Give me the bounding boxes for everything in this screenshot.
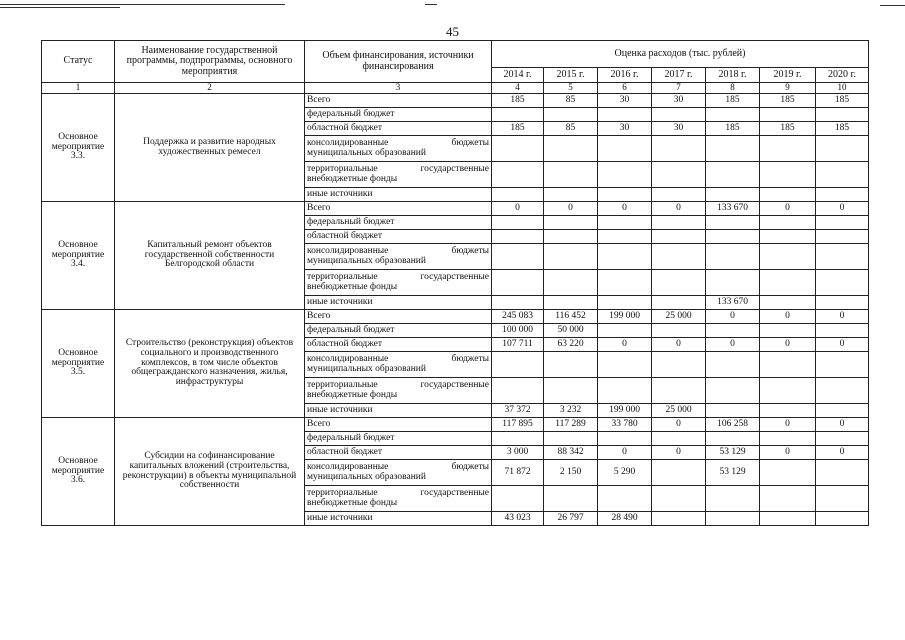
header-year: 2014 г. [492, 68, 544, 83]
header-estimate: Оценка расходов (тыс. рублей) [492, 41, 869, 68]
value-cell [652, 162, 706, 188]
funding-source-label: областной бюджет [307, 446, 383, 457]
funding-source-label: внебюджетные фонды [307, 389, 398, 400]
value-cell [816, 244, 869, 270]
value-cell: 88 342 [544, 446, 598, 460]
header-year: 2016 г. [598, 68, 652, 83]
value-cell [760, 270, 816, 296]
value-cell: 0 [652, 446, 706, 460]
value-cell: 199 000 [598, 310, 652, 324]
value-cell [706, 136, 760, 162]
value-cell: 0 [598, 338, 652, 352]
funding-source-label: консолидированные бюджеты [307, 245, 489, 256]
value-cell [760, 188, 816, 202]
value-cell [760, 378, 816, 404]
value-cell [544, 136, 598, 162]
funding-source-label: федеральный бюджет [307, 432, 395, 443]
value-cell: 33 780 [598, 418, 652, 432]
value-cell [598, 270, 652, 296]
value-cell: 43 023 [492, 512, 544, 526]
value-cell [652, 460, 706, 486]
funding-source-cell [305, 296, 492, 310]
value-cell [492, 378, 544, 404]
program-name-cell: Поддержка и развитие народных художественных ремесел [115, 94, 305, 202]
value-cell: 28 490 [598, 512, 652, 526]
funding-source-label: консолидированные бюджеты [307, 353, 489, 364]
value-cell [816, 432, 869, 446]
value-cell [652, 188, 706, 202]
value-cell [652, 324, 706, 338]
funding-source-label: иные источники [307, 188, 373, 199]
header-year: 2020 г. [816, 68, 869, 83]
value-cell [652, 378, 706, 404]
funding-source-label: Всего [307, 310, 331, 321]
header-program: Наименование государственной программы, подпрограммы, основного мероприятия [115, 41, 305, 83]
program-name-cell: Строительство (реконструкция) объектов социального и производственного комплексов, в том числе объектов общегражданского назначения, жилья, инфраструктуры [115, 310, 305, 418]
value-cell: 0 [760, 310, 816, 324]
funding-source-cell [305, 418, 492, 432]
funding-source-label: иные источники [307, 404, 373, 415]
value-cell: 25 000 [652, 310, 706, 324]
value-cell: 199 000 [598, 404, 652, 418]
value-cell: 185 [816, 122, 869, 136]
value-cell [816, 216, 869, 230]
column-number: 5 [544, 83, 598, 94]
funding-source-label: Всего [307, 94, 331, 105]
value-cell [760, 162, 816, 188]
value-cell [706, 108, 760, 122]
value-cell: 26 797 [544, 512, 598, 526]
value-cell [652, 244, 706, 270]
table-body [42, 94, 869, 526]
value-cell [706, 270, 760, 296]
value-cell: 2 150 [544, 460, 598, 486]
funding-source-label: внебюджетные фонды [307, 497, 398, 508]
funding-source-label: иные источники [307, 296, 373, 307]
value-cell [816, 230, 869, 244]
value-cell [760, 512, 816, 526]
value-cell [598, 324, 652, 338]
value-cell [598, 188, 652, 202]
value-cell [760, 108, 816, 122]
value-cell [706, 188, 760, 202]
funding-source-label: внебюджетные фонды [307, 281, 398, 292]
value-cell [492, 270, 544, 296]
column-number: 7 [652, 83, 706, 94]
value-cell: 185 [492, 122, 544, 136]
value-cell [492, 296, 544, 310]
value-cell: 63 220 [544, 338, 598, 352]
column-number: 10 [816, 83, 869, 94]
funding-source-label: областной бюджет [307, 230, 383, 241]
value-cell [598, 486, 652, 512]
value-cell: 50 000 [544, 324, 598, 338]
column-number: 1 [42, 83, 115, 94]
value-cell [816, 162, 869, 188]
funding-source-label: муниципальных образований [307, 255, 426, 266]
value-cell [706, 378, 760, 404]
funding-source-label: муниципальных образований [307, 147, 426, 158]
expenditure-table [41, 40, 869, 526]
value-cell [598, 230, 652, 244]
value-cell: 245 083 [492, 310, 544, 324]
value-cell: 117 895 [492, 418, 544, 432]
funding-source-label: федеральный бюджет [307, 324, 395, 335]
value-cell: 185 [706, 94, 760, 108]
value-cell: 0 [706, 310, 760, 324]
value-cell: 0 [760, 418, 816, 432]
value-cell [816, 352, 869, 378]
value-cell [652, 512, 706, 526]
value-cell: 85 [544, 122, 598, 136]
value-cell [598, 378, 652, 404]
value-cell: 0 [816, 338, 869, 352]
value-cell: 53 129 [706, 460, 760, 486]
value-cell: 0 [652, 418, 706, 432]
value-cell: 185 [760, 94, 816, 108]
value-cell [760, 136, 816, 162]
value-cell [544, 352, 598, 378]
value-cell: 0 [816, 418, 869, 432]
funding-source-cell [305, 324, 492, 338]
scan-artifact-line [425, 4, 437, 5]
value-cell [598, 216, 652, 230]
header-status: Статус [42, 41, 115, 83]
scan-artifact-line [880, 5, 905, 6]
value-cell [544, 188, 598, 202]
funding-source-cell [305, 136, 492, 162]
value-cell: 106 258 [706, 418, 760, 432]
funding-source-cell [305, 216, 492, 230]
value-cell: 185 [760, 122, 816, 136]
value-cell [706, 486, 760, 512]
funding-source-cell [305, 338, 492, 352]
table-row [42, 310, 869, 324]
value-cell [760, 324, 816, 338]
scan-artifact-line [0, 7, 120, 8]
funding-source-cell [305, 202, 492, 216]
header-funding: Объем финансирования, источники финансирования [305, 41, 492, 83]
value-cell: 133 670 [706, 296, 760, 310]
funding-source-label: федеральный бюджет [307, 216, 395, 227]
header-year: 2019 г. [760, 68, 816, 83]
status-cell: Основное мероприятие 3.3. [42, 94, 115, 202]
value-cell: 0 [816, 202, 869, 216]
value-cell: 25 000 [652, 404, 706, 418]
value-cell [706, 244, 760, 270]
value-cell: 0 [544, 202, 598, 216]
funding-source-cell [305, 378, 492, 404]
value-cell: 0 [760, 202, 816, 216]
value-cell: 107 711 [492, 338, 544, 352]
value-cell [706, 352, 760, 378]
value-cell [544, 270, 598, 296]
value-cell: 0 [816, 310, 869, 324]
scan-artifact-line [0, 4, 285, 5]
value-cell: 5 290 [598, 460, 652, 486]
value-cell: 133 670 [706, 202, 760, 216]
value-cell [706, 404, 760, 418]
value-cell [706, 432, 760, 446]
value-cell [652, 296, 706, 310]
value-cell [652, 486, 706, 512]
value-cell: 71 872 [492, 460, 544, 486]
column-number: 2 [115, 83, 305, 94]
value-cell [492, 432, 544, 446]
funding-source-label: муниципальных образований [307, 363, 426, 374]
funding-source-label: внебюджетные фонды [307, 173, 398, 184]
funding-source-cell [305, 122, 492, 136]
value-cell [544, 486, 598, 512]
value-cell [816, 296, 869, 310]
value-cell [544, 216, 598, 230]
funding-source-label: областной бюджет [307, 338, 383, 349]
value-cell [544, 108, 598, 122]
funding-source-cell [305, 352, 492, 378]
value-cell [706, 512, 760, 526]
value-cell [544, 230, 598, 244]
value-cell [816, 486, 869, 512]
status-cell: Основное мероприятие 3.5. [42, 310, 115, 418]
value-cell [652, 108, 706, 122]
value-cell [652, 432, 706, 446]
header-year: 2017 г. [652, 68, 706, 83]
table-row [42, 94, 869, 108]
value-cell: 116 452 [544, 310, 598, 324]
program-name-cell: Субсидии на софинансирование капитальных вложений (строительства, реконструкции) в объекты муниципальной собственности [115, 418, 305, 526]
value-cell: 30 [598, 94, 652, 108]
value-cell [598, 136, 652, 162]
column-number: 8 [706, 83, 760, 94]
value-cell: 0 [652, 202, 706, 216]
page-number: 45 [446, 24, 459, 39]
funding-source-cell [305, 270, 492, 296]
value-cell [652, 216, 706, 230]
value-cell [706, 324, 760, 338]
value-cell [544, 378, 598, 404]
funding-source-cell [305, 94, 492, 108]
funding-source-cell [305, 460, 492, 486]
funding-source-cell [305, 486, 492, 512]
value-cell [492, 108, 544, 122]
value-cell: 37 372 [492, 404, 544, 418]
funding-source-cell [305, 188, 492, 202]
value-cell [760, 352, 816, 378]
value-cell: 30 [652, 94, 706, 108]
value-cell: 0 [652, 338, 706, 352]
value-cell [652, 136, 706, 162]
funding-source-cell [305, 108, 492, 122]
program-name-cell: Капитальный ремонт объектов государственной собственности Белгородской области [115, 202, 305, 310]
value-cell [544, 162, 598, 188]
header-year: 2015 г. [544, 68, 598, 83]
value-cell: 100 000 [492, 324, 544, 338]
column-number: 6 [598, 83, 652, 94]
value-cell: 0 [492, 202, 544, 216]
value-cell [706, 230, 760, 244]
status-cell: Основное мероприятие 3.6. [42, 418, 115, 526]
funding-source-label: территориальные государственные [307, 487, 489, 498]
value-cell [706, 162, 760, 188]
value-cell [598, 296, 652, 310]
value-cell: 185 [492, 94, 544, 108]
funding-source-label: областной бюджет [307, 122, 383, 133]
funding-source-label: Всего [307, 202, 331, 213]
value-cell [816, 460, 869, 486]
value-cell: 53 129 [706, 446, 760, 460]
value-cell [760, 404, 816, 418]
value-cell [598, 162, 652, 188]
value-cell: 0 [706, 338, 760, 352]
funding-source-cell [305, 230, 492, 244]
value-cell [544, 244, 598, 270]
value-cell: 0 [598, 446, 652, 460]
status-cell: Основное мероприятие 3.4. [42, 202, 115, 310]
funding-source-cell [305, 162, 492, 188]
funding-source-label: федеральный бюджет [307, 108, 395, 119]
value-cell [816, 378, 869, 404]
value-cell [652, 270, 706, 296]
value-cell [492, 486, 544, 512]
value-cell [760, 486, 816, 512]
funding-source-cell [305, 404, 492, 418]
table-row [42, 202, 869, 216]
header-year: 2018 г. [706, 68, 760, 83]
value-cell [760, 432, 816, 446]
funding-source-cell [305, 446, 492, 460]
value-cell [492, 244, 544, 270]
value-cell [816, 404, 869, 418]
value-cell [816, 188, 869, 202]
value-cell [760, 296, 816, 310]
value-cell: 3 000 [492, 446, 544, 460]
column-number: 3 [305, 83, 492, 94]
value-cell [816, 108, 869, 122]
value-cell [492, 136, 544, 162]
value-cell [598, 244, 652, 270]
value-cell: 3 232 [544, 404, 598, 418]
value-cell: 30 [598, 122, 652, 136]
value-cell [598, 352, 652, 378]
funding-source-cell [305, 512, 492, 526]
table-row [42, 418, 869, 432]
funding-source-label: консолидированные бюджеты [307, 461, 489, 472]
value-cell [816, 136, 869, 162]
value-cell [492, 230, 544, 244]
value-cell [706, 216, 760, 230]
funding-source-cell [305, 244, 492, 270]
value-cell [492, 216, 544, 230]
value-cell [544, 296, 598, 310]
value-cell: 85 [544, 94, 598, 108]
column-number: 4 [492, 83, 544, 94]
funding-source-cell [305, 432, 492, 446]
value-cell [816, 512, 869, 526]
value-cell [492, 188, 544, 202]
funding-source-label: муниципальных образований [307, 471, 426, 482]
value-cell: 185 [816, 94, 869, 108]
value-cell [816, 324, 869, 338]
value-cell: 117 289 [544, 418, 598, 432]
value-cell [816, 270, 869, 296]
column-number: 9 [760, 83, 816, 94]
value-cell: 185 [706, 122, 760, 136]
value-cell [598, 432, 652, 446]
value-cell [760, 460, 816, 486]
funding-source-label: Всего [307, 418, 331, 429]
value-cell [760, 230, 816, 244]
value-cell [598, 108, 652, 122]
value-cell [760, 216, 816, 230]
value-cell: 0 [816, 446, 869, 460]
funding-source-label: иные источники [307, 512, 373, 523]
funding-source-cell [305, 310, 492, 324]
value-cell: 0 [598, 202, 652, 216]
funding-source-label: территориальные государственные [307, 163, 489, 174]
funding-source-label: территориальные государственные [307, 271, 489, 282]
value-cell: 0 [760, 446, 816, 460]
value-cell [652, 230, 706, 244]
value-cell [492, 352, 544, 378]
value-cell [652, 352, 706, 378]
value-cell [544, 432, 598, 446]
funding-source-label: территориальные государственные [307, 379, 489, 390]
funding-source-label: консолидированные бюджеты [307, 137, 489, 148]
value-cell: 30 [652, 122, 706, 136]
value-cell [492, 162, 544, 188]
value-cell [760, 244, 816, 270]
value-cell: 0 [760, 338, 816, 352]
